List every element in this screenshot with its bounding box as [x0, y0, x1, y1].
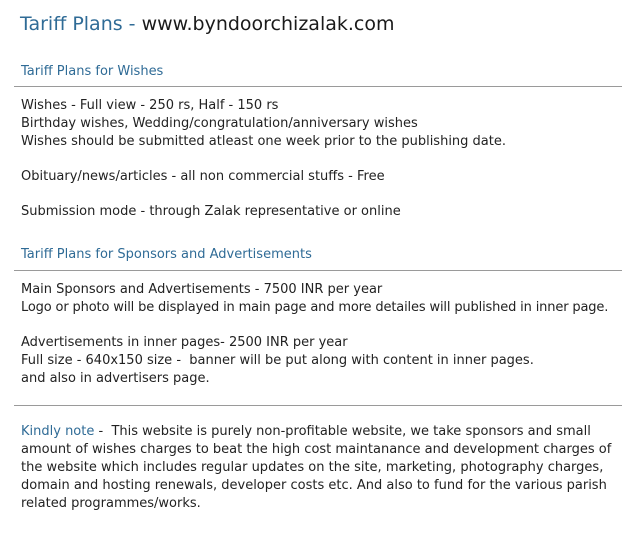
kindly-note-text: This website is purely non-profitable website, we take sponsors and small amount of wishes charges to beat the high cost maintanance and development charges of the website which includes regular updates on the site, marketing, photography charges, domain and hosting renewals, developer costs etc. And also to fund for the various parish related programmes/works.	[21, 424, 612, 511]
sponsors-divider	[14, 270, 622, 271]
main-sponsors-price-line: Main Sponsors and Advertisements - 7500 INR per year	[21, 282, 383, 297]
submission-line	[21, 203, 633, 221]
inner-ads-price-line: Advertisements in inner pages- 2500 INR per year	[21, 335, 348, 350]
obituary-line	[21, 168, 633, 186]
wishes-details	[21, 97, 633, 151]
kindly-note-label: Kindly note	[21, 424, 95, 439]
page-title	[20, 11, 395, 37]
main-sponsors-details	[21, 281, 633, 317]
inner-ads-advertisers-line: and also in advertisers page.	[21, 371, 210, 386]
sponsors-section-heading: Tariff Plans for Sponsors and Advertisements	[21, 247, 312, 262]
inner-ads-size-line: Full size - 640x150 size - banner will be put along with content in inner pages.	[21, 353, 534, 368]
wishes-deadline-line: Wishes should be submitted atleast one week prior to the publishing date.	[21, 134, 506, 149]
obituary-text: Obituary/news/articles - all non commercial stuffs - Free	[21, 169, 385, 184]
note-divider	[14, 405, 622, 406]
site-url: www.byndoorchizalak.com	[141, 13, 395, 35]
wishes-section-heading: Tariff Plans for Wishes	[21, 64, 164, 79]
wishes-types-line: Birthday wishes, Wedding/congratulation/anniversary wishes	[21, 116, 418, 131]
wishes-price-line: Wishes - Full view - 250 rs, Half - 150 rs	[21, 98, 279, 113]
page-title-prefix: Tariff Plans -	[20, 13, 142, 35]
kindly-note-separator: -	[94, 424, 108, 439]
kindly-note	[21, 423, 617, 513]
wishes-divider	[14, 86, 622, 87]
main-sponsors-display-line: Logo or photo will be displayed in main page and more detailes will published in inner page.	[21, 300, 609, 315]
submission-text: Submission mode - through Zalak representative or online	[21, 204, 401, 219]
inner-ads-details	[21, 334, 633, 388]
